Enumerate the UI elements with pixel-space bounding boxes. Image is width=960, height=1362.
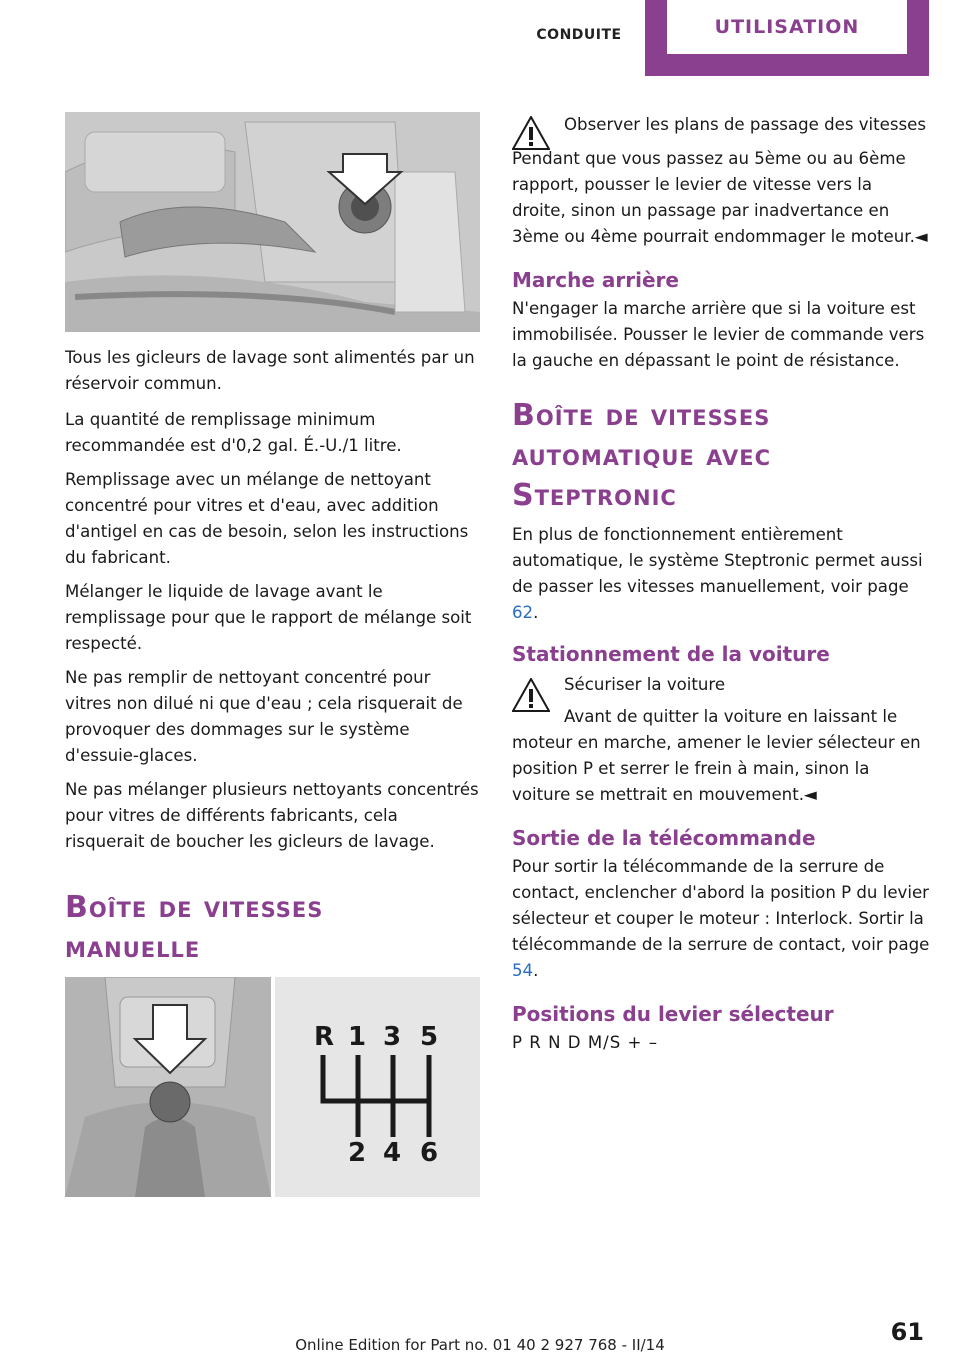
warning-triangle-icon [512,678,550,712]
warning-secure-title: Sécuriser la voiture [564,675,726,694]
selector-positions-text: P R N D M/S + – [512,1033,659,1052]
gear-lever-figure [65,977,271,1197]
gear-label-4: 4 [383,1138,402,1168]
paragraph-reverse-gear: N'engager la marche arrière que si la voiture est immobilisée. Pousser le levier de commande vers la gauche en dépassant le point de résistance. [512,299,925,370]
heading-selector-positions: Positions du levier sélecteur [512,1002,834,1026]
page-link-62[interactable]: 62 [512,603,534,622]
section-tab-utilisation [645,0,929,76]
page-link-54[interactable]: 54 [512,961,534,980]
footer-edition: Online Edition for Part no. 01 40 2 927 768 - II/14 [295,1336,665,1354]
paragraph-no-concentrate: Ne pas remplir de nettoyant concentré pour vitres non dilué ni que d'eau ; cela risquerait de provoquer des dommages sur le système d'essuie-glaces. [65,668,463,765]
gear-label-2: 2 [348,1138,367,1168]
heading-parking: Stationnement de la voiture [512,642,830,666]
heading-manual-gearbox: Boîte de vitesses manuelle [65,890,324,965]
section-tab-conduite [514,0,644,70]
heading-automatic-gearbox: Boîte de vitesses automatique avec Steptronic [512,398,772,513]
gear-pattern-diagram [275,977,480,1197]
paragraph-reservoir: Tous les gicleurs de lavage sont alimentés par un réservoir commun. [65,348,475,393]
gear-label-6: 6 [420,1138,439,1168]
warning-triangle-icon [512,116,550,150]
warning-secure-body: Avant de quitter la voiture en laissant le moteur en marche, amener le levier sélecteur en position P et serrer le frein à main, sinon la voiture se mettrait en mouvement.◄ [512,707,921,804]
paragraph-mixture: Remplissage avec un mélange de nettoyant concentré pour vitres et d'eau, avec addition d'antigel en cas de besoin, selon les instructions du fabricant. [65,470,469,567]
heading-reverse-gear: Marche arrière [512,268,679,292]
paragraph-no-mixing: Ne pas mélanger plusieurs nettoyants concentrés pour vitres de différents fabricants, cela risquerait de boucher les gicleurs de lavage. [65,780,479,851]
active-tab-label: UTILISATION [714,16,860,38]
steptronic-text: En plus de fonctionnement entièrement automatique, le système Steptronic permet aussi de passer les vitesses manuellement, voir page [512,525,923,596]
paragraph-remote-removal: Pour sortir la télécommande de la serrure de contact, enclencher d'abord la position P du levier sélecteur et couper le moteur : Interlock. Sortir la télécommande de la serrure de contact, voir page 54. [512,857,930,980]
gear-label-r: R [314,1022,335,1052]
remote-text: Pour sortir la télécommande de la serrure de contact, enclencher d'abord la position P du levier sélecteur et couper le moteur : Interlock. Sortir la télécommande de la serrure de contact, voir page [512,857,930,954]
paragraph-mix-before: Mélanger le liquide de lavage avant le remplissage pour que le rapport de mélange soit respecté. [65,582,472,653]
paragraph-quantity: La quantité de remplissage minimum recommandée est d'0,2 gal. É.-U./1 litre. [65,410,402,455]
warning-gear-plan-title: Observer les plans de passage des vitesses [564,115,927,134]
heading-remote-removal: Sortie de la télécommande [512,826,816,850]
gear-label-1: 1 [348,1022,367,1052]
warning-secure-text [512,704,930,808]
engine-bay-figure [65,112,480,332]
warning-gear-plan-text: Pendant que vous passez au 5ème ou au 6ème rapport, pousser le levier de vitesse vers la droite, sinon un passage par inadvertance en 3ème ou 4ème pourrait endommager le moteur.◄ [512,149,928,246]
gear-label-3: 3 [383,1022,402,1052]
section-tab-label: CONDUITE [536,27,622,43]
page-number: 61 [890,1318,924,1346]
gear-label-5: 5 [420,1022,439,1052]
paragraph-steptronic: En plus de fonctionnement entièrement automatique, le système Steptronic permet aussi de passer les vitesses manuellement, voir page 62. [512,525,923,622]
